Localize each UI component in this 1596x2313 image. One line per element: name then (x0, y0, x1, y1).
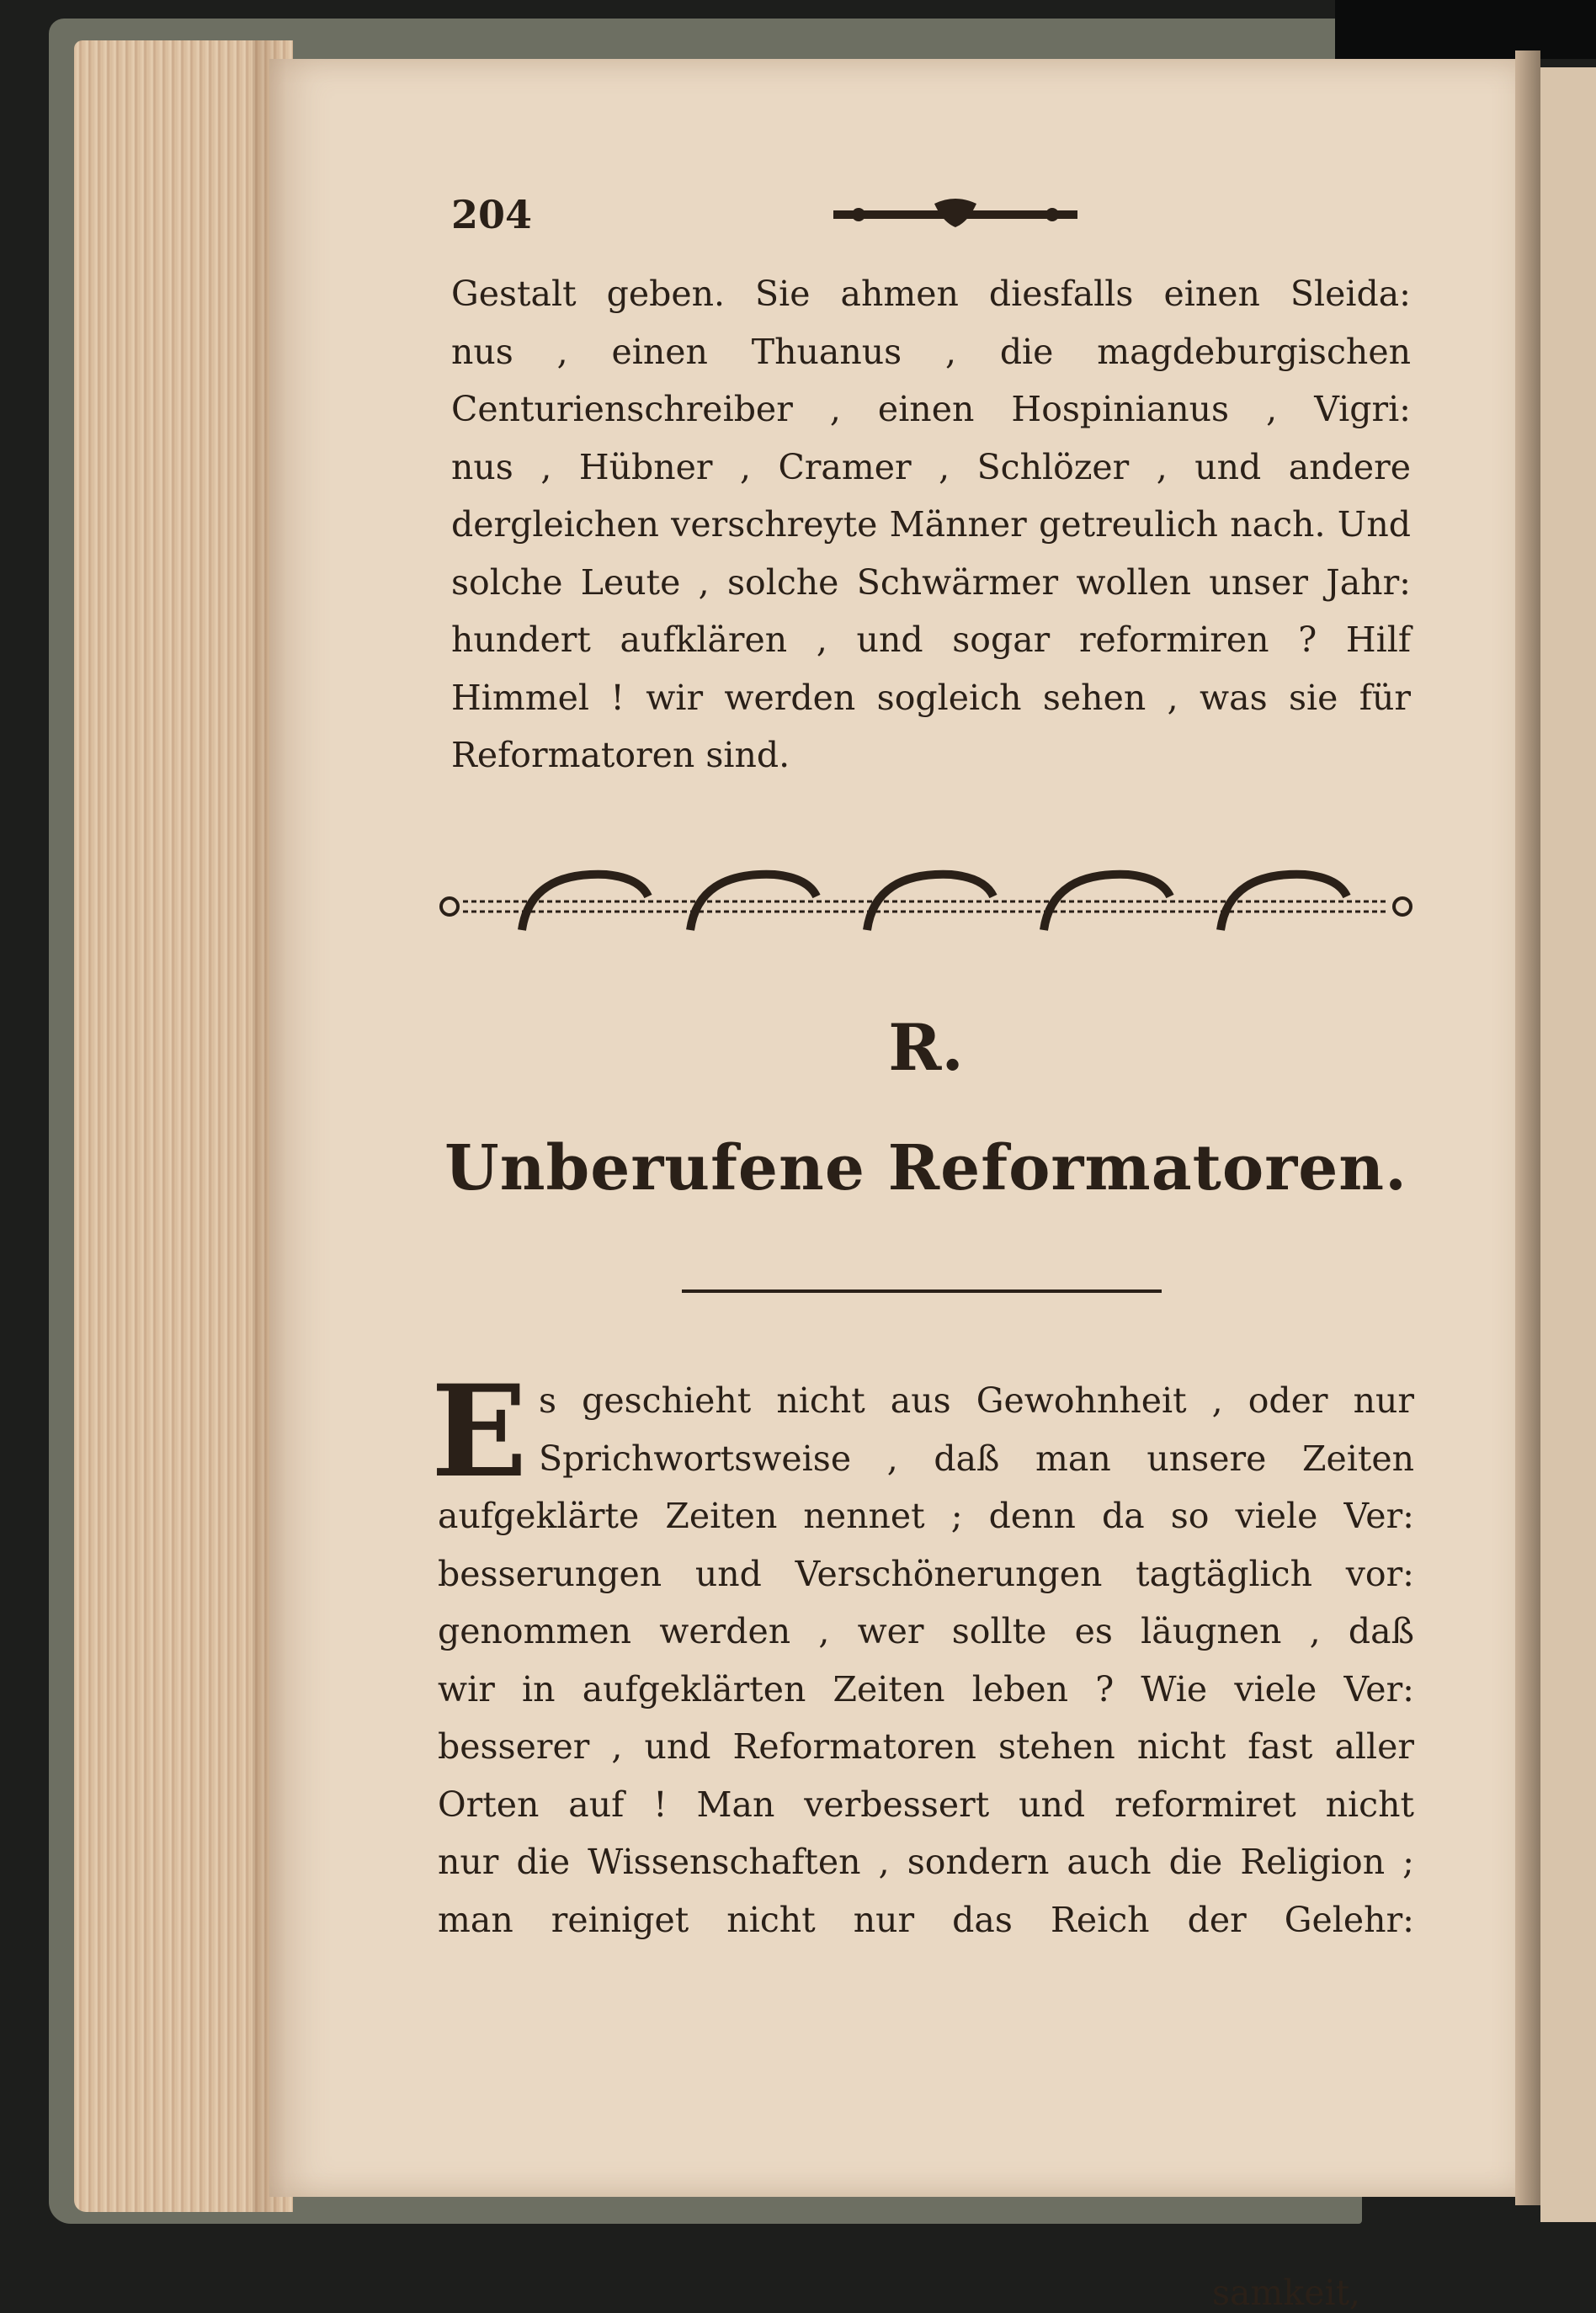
book-gutter (1515, 51, 1540, 2205)
background (1335, 0, 1596, 59)
text-line: dergleichen verschreyte Männer getreulich nach. Und (451, 504, 1411, 545)
facing-page-edge (1540, 67, 1596, 2222)
text-line: solche Leute , solche Schwärmer wollen unser Jahr: (451, 561, 1411, 603)
section-letter: R. (888, 1010, 964, 1085)
title-rule (682, 1289, 1162, 1293)
text-line: nus , einen Thuanus , die magdeburgischen (451, 331, 1411, 372)
text-line: genommen werden , wer sollte es läugnen , daß (438, 1611, 1414, 1651)
text-line: s geschieht nicht aus Gewohnheit , oder nur (539, 1380, 1414, 1421)
page-number: 204 (451, 192, 533, 237)
text-line: Reformatoren sind. (451, 735, 790, 775)
text-line: Orten auf ! Man verbessert und reformiret nicht (438, 1784, 1414, 1825)
paragraph-continued (451, 265, 1411, 784)
section-title: Unberufene Reformatoren. (444, 1132, 1407, 1204)
header-ornament-icon (833, 197, 1077, 231)
text-line: Himmel ! wir werden sogleich sehen , was sie für (451, 677, 1411, 718)
page-shadow (253, 40, 286, 2212)
chain-divider-icon (438, 854, 1414, 955)
text-line: besserer , und Reformatoren stehen nicht fast aller (438, 1726, 1414, 1767)
paragraph-body (431, 1358, 1414, 1949)
drop-cap: E (431, 1358, 528, 1506)
text-line: besserungen und Verschönerungen tagtäglich vor: (438, 1553, 1414, 1594)
text-line: hundert aufklären , und sogar reformiren ? Hilf (451, 619, 1411, 660)
text-line: aufgeklärte Zeiten nennet ; denn da so viele Ver: (438, 1496, 1414, 1536)
page-header (438, 185, 1414, 236)
text-line: Centurienschreiber , einen Hospinianus , Vigri: (451, 389, 1411, 429)
text-line: wir in aufgeklärten Zeiten leben ? Wie viele Ver: (438, 1668, 1414, 1709)
text-line: nus , Hübner , Cramer , Schlözer , und andere (451, 446, 1411, 487)
text-line: Sprichwortsweise , daß man unsere Zeiten (539, 1438, 1414, 1479)
text-line: Gestalt geben. Sie ahmen diesfalls einen Sleida: (451, 274, 1411, 314)
catchword: samkeit, (1212, 2273, 1361, 2313)
text-line: nur die Wissenschaften , sondern auch die Religion ; (438, 1842, 1414, 1882)
text-line: man reiniget nicht nur das Reich der Gelehr: (438, 1899, 1414, 1940)
